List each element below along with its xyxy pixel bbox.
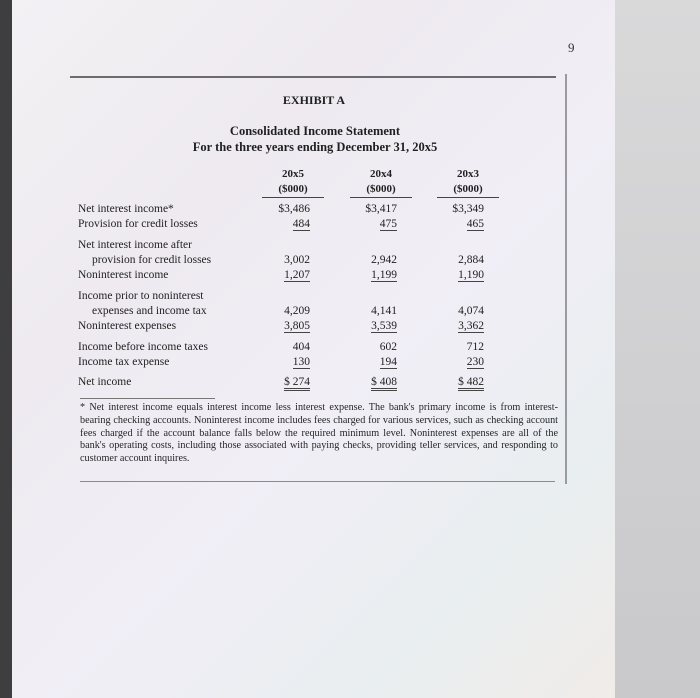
cell-value: 475 [379,218,397,230]
cell-value: 1,190 [458,269,484,281]
cell-value: 3,362 [458,320,484,332]
cell-value: 602 [379,341,397,353]
statement-subtitle: For the three years ending December 31, 20x5 [192,140,438,154]
cell-value: 4,074 [458,305,484,317]
cell-value: 484 [292,218,310,230]
side-rule [565,74,567,484]
column-header-20x3 [437,167,499,198]
cell-value: 1,207 [284,269,310,281]
page-number: 9 [568,40,575,55]
cell-value: 4,141 [371,305,397,317]
cell-value: 194 [379,356,397,368]
background-right [615,0,700,698]
cell-value: $3,349 [452,203,484,215]
row-label-income-prior-cont: expenses and income tax [92,305,207,317]
statement-heading [150,123,480,155]
column-year: 20x4 [370,168,392,180]
background-left [0,0,12,698]
row-label-noninterest-expenses: Noninterest expenses [78,320,177,332]
row-label-noninterest-income: Noninterest income [78,269,169,281]
column-year: 20x5 [282,168,304,180]
top-rule [70,76,556,78]
cell-value: 404 [292,341,310,353]
cell-value: 2,942 [371,254,397,266]
row-label-net-interest-income: Net interest income* [78,203,174,215]
cell-value: 3,805 [284,320,310,332]
column-year: 20x3 [457,168,479,180]
cell-value: $3,417 [365,203,397,215]
cell-value: $ 408 [371,376,397,391]
exhibit-title: EXHIBIT A [282,93,346,107]
footnote: * Net interest income equals interest income less interest expense. The bank's primary income is from interest-bearing checking accounts. Noninterest income includes fees charged for various services, such as checking account fees charged if the account balance falls below the required minimum level. Noninterest expenses are all of the bank's operating costs, including those associated with paying checks, providing teller services, and responding to customer account inquires. [80,402,558,465]
row-label-nii-after: Net interest income after [78,239,192,251]
row-label-nii-after-cont: provision for credit losses [92,254,212,266]
cell-value: $ 482 [458,376,484,391]
footnote-rule [80,398,215,399]
cell-value: 1,199 [371,269,397,281]
cell-value: $ 274 [284,376,310,391]
column-header-20x4 [350,167,412,198]
row-label-net-income: Net income [78,376,132,388]
column-header-20x5 [262,167,324,198]
bottom-rule [80,481,555,482]
row-label-income-tax: Income tax expense [78,356,170,368]
cell-value: 2,884 [458,254,484,266]
cell-value: 712 [466,341,484,353]
column-unit: ($000) [262,182,324,198]
column-unit: ($000) [350,182,412,198]
cell-value: 130 [292,356,310,368]
row-label-income-before-tax: Income before income taxes [78,341,208,353]
cell-value: $3,486 [278,203,310,215]
cell-value: 465 [466,218,484,230]
cell-value: 4,209 [284,305,310,317]
statement-title: Consolidated Income Statement [229,124,401,138]
cell-value: 3,002 [284,254,310,266]
cell-value: 3,539 [371,320,397,332]
row-label-income-prior: Income prior to noninterest [78,290,204,302]
column-unit: ($000) [437,182,499,198]
cell-value: 230 [466,356,484,368]
row-label-provision: Provision for credit losses [78,218,198,230]
